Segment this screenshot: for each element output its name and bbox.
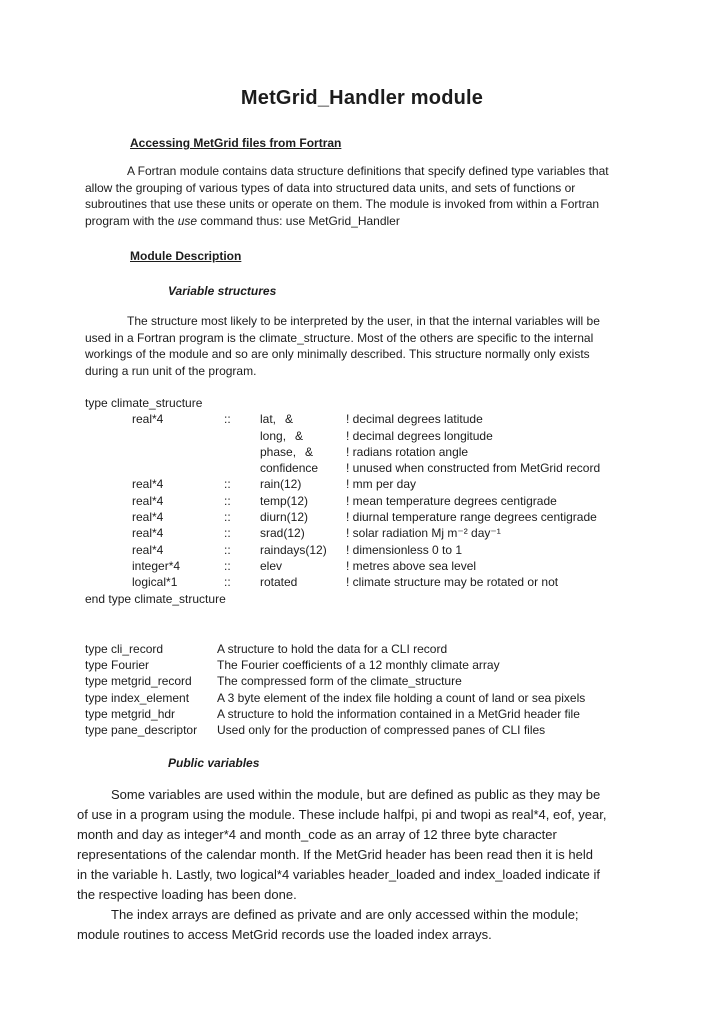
code-line [85,493,638,509]
code-line [85,574,638,590]
code-variable-name: confidence [260,461,319,476]
type-list-row [85,690,638,706]
paragraph-public-variables [77,785,638,905]
code-variable-name: raindays(12) [260,542,327,557]
section-heading-accessing-metgrid-files: Accessing MetGrid files from Fortran [130,136,342,150]
code-type-cell: real*4 [132,542,164,557]
code-comment-cell: ! climate structure may be rotated or not [346,575,559,590]
type-name-cell: type pane_descriptor [85,723,198,738]
text-line: workings of the module and so are only minimally described. This structure normally only exists [85,347,590,361]
code-indent-cell [85,542,132,558]
code-variable-cell [260,460,346,476]
code-type-cell: real*4 [132,493,164,508]
text-line: the respective loading has been done. [77,886,297,902]
text-line: of use in a program using the module. These include halfpi, pi and twopi as real*4, eof, year, [77,806,607,822]
type-summary-list [85,641,638,739]
code-line [85,509,638,525]
text-segment: program with the [85,213,178,228]
text-line: in the variable h. Lastly, two logical*4 variables header_loaded and index_loaded indicate if [77,866,600,882]
text-line: month and day as integer*4 and month_code as an array of 12 three byte character [77,826,557,842]
code-comment-cell: ! decimal degrees longitude [346,428,493,443]
code-line [85,476,638,492]
code-line [85,411,638,427]
document-content [0,135,724,945]
text-line: The index arrays are defined as private and are only accessed within the module; [111,906,579,922]
code-indent-cell [85,460,132,476]
code-type-cell: real*4 [132,526,164,541]
code-continuation-ampersand: & [295,428,304,443]
code-variable-cell [260,574,346,590]
code-comment-cell: ! metres above sea level [346,558,477,573]
code-separator-cell: :: [224,510,231,525]
code-indent-cell [85,444,132,460]
code-variable-name: temp(12) [260,493,309,508]
code-comment-cell: ! radians rotation angle [346,444,469,459]
type-name-cell: type Fourier [85,658,150,673]
code-indent-cell [85,428,132,444]
type-description-cell: A structure to hold the data for a CLI record [217,641,448,656]
code-variable-name: rotated [260,575,298,590]
code-variable-cell [260,525,346,541]
code-variable-name: elev [260,558,283,573]
code-indent-cell [85,509,132,525]
code-separator-cell: :: [224,575,231,590]
code-type-cell: real*4 [132,477,164,492]
code-indent-cell [85,574,132,590]
code-line-type-close: end type climate_structure [85,591,226,606]
code-continuation-ampersand: & [305,444,314,459]
code-separator-cell [224,428,260,444]
section-heading-module-description: Module Description [130,249,242,263]
code-variable-name: phase, [260,444,297,459]
code-type-cell: real*4 [132,510,164,525]
text-line: representations of the calendar month. If the MetGrid header has been read then it is held [77,846,593,862]
code-separator-cell [224,460,260,476]
type-description-cell: A 3 byte element of the index file holding a count of land or sea pixels [217,690,586,705]
code-separator-cell: :: [224,493,231,508]
text-line: module routines to access MetGrid records use the loaded index arrays. [77,926,492,942]
climate-structure-code-block [85,395,638,607]
text-line: during a run unit of the program. [85,363,257,378]
code-indent-cell [85,558,132,574]
paragraph-index-arrays [77,905,638,945]
code-continuation-ampersand: & [285,412,294,427]
code-separator-cell: :: [224,558,231,573]
code-variable-cell [260,428,346,444]
type-name-cell: type metgrid_record [85,674,192,689]
type-list-row [85,657,638,673]
text-line: The structure most likely to be interpreted by the user, in that the internal variables will be [127,314,600,328]
code-type-cell: logical*1 [132,575,178,590]
code-comment-cell: ! unused when constructed from MetGrid record [346,461,601,476]
code-indent-cell [85,493,132,509]
code-separator-cell: :: [224,542,231,557]
code-type-cell [132,428,224,444]
code-variable-cell [260,476,346,492]
type-name-cell: type index_element [85,690,190,705]
code-indent-cell [85,411,132,427]
document-title: MetGrid_Handler module [240,87,484,109]
code-separator-cell: :: [224,526,231,541]
code-variable-cell [260,493,346,509]
italic-use-keyword: use [177,213,198,228]
type-name-cell: type cli_record [85,641,164,656]
code-type-cell [132,444,224,460]
code-indent-cell [85,476,132,492]
type-description-cell: A structure to hold the information contained in a MetGrid header file [217,707,580,722]
code-comment-cell: ! diurnal temperature range degrees centigrade [346,510,597,525]
code-variable-name: diurn(12) [260,510,309,525]
code-type-cell [132,460,224,476]
code-separator-cell: :: [224,412,231,427]
type-description-cell: The Fourier coefficients of a 12 monthly climate array [217,658,500,673]
code-separator-cell: :: [224,477,231,492]
text-line: subroutines that use these units or operate on them. The module is invoked from within a Fortran [85,197,600,211]
code-variable-name: lat, [260,412,277,427]
type-list-row [85,722,638,738]
code-variable-name: long, [260,428,287,443]
code-indent-cell [85,525,132,541]
code-variable-cell [260,558,346,574]
code-variable-cell [260,411,346,427]
code-line [85,444,638,460]
subsection-heading-variable-structures: Variable structures [168,284,277,298]
type-description-cell: The compressed form of the climate_structure [217,674,462,689]
code-line [85,428,638,444]
text-line: A Fortran module contains data structure definitions that specify defined type variables that [127,164,609,178]
code-type-cell: real*4 [132,412,164,427]
code-comment-cell: ! mean temperature degrees centigrade [346,493,557,508]
code-comment-cell: ! solar radiation Mj m⁻² day⁻¹ [346,526,501,541]
code-line [85,525,638,541]
code-variable-cell [260,509,346,525]
type-name-cell: type metgrid_hdr [85,707,176,722]
code-variable-name: rain(12) [260,477,302,492]
code-comment-cell: ! dimensionless 0 to 1 [346,542,463,557]
code-variable-cell [260,542,346,558]
code-line-type-open: type climate_structure [85,396,203,410]
code-variable-cell [260,444,346,460]
type-list-row [85,641,638,657]
code-variable-name: srad(12) [260,526,305,541]
code-comment-cell: ! mm per day [346,477,417,492]
code-line [85,558,638,574]
text-line: allow the grouping of various types of data into structured data units, and sets of functions or [85,180,576,195]
text-line: Some variables are used within the module, but are defined as public as they may be [111,786,601,802]
text-line: used in a Fortran program is the climate_structure. Most of the others are specific to the internal [85,330,594,345]
type-list-row [85,673,638,689]
code-comment-cell: ! decimal degrees latitude [346,412,483,427]
subsection-heading-public-variables: Public variables [168,755,260,770]
code-type-cell: integer*4 [132,558,181,573]
text-segment: command thus: use MetGrid_Handler [197,213,400,228]
code-line [85,542,638,558]
type-list-row [85,706,638,722]
type-description-cell: Used only for the production of compressed panes of CLI files [217,723,546,738]
text-line [85,213,638,230]
code-separator-cell [224,444,260,460]
paragraph-variable-structures [85,313,638,379]
paragraph-intro [85,163,638,229]
code-line [85,460,638,476]
